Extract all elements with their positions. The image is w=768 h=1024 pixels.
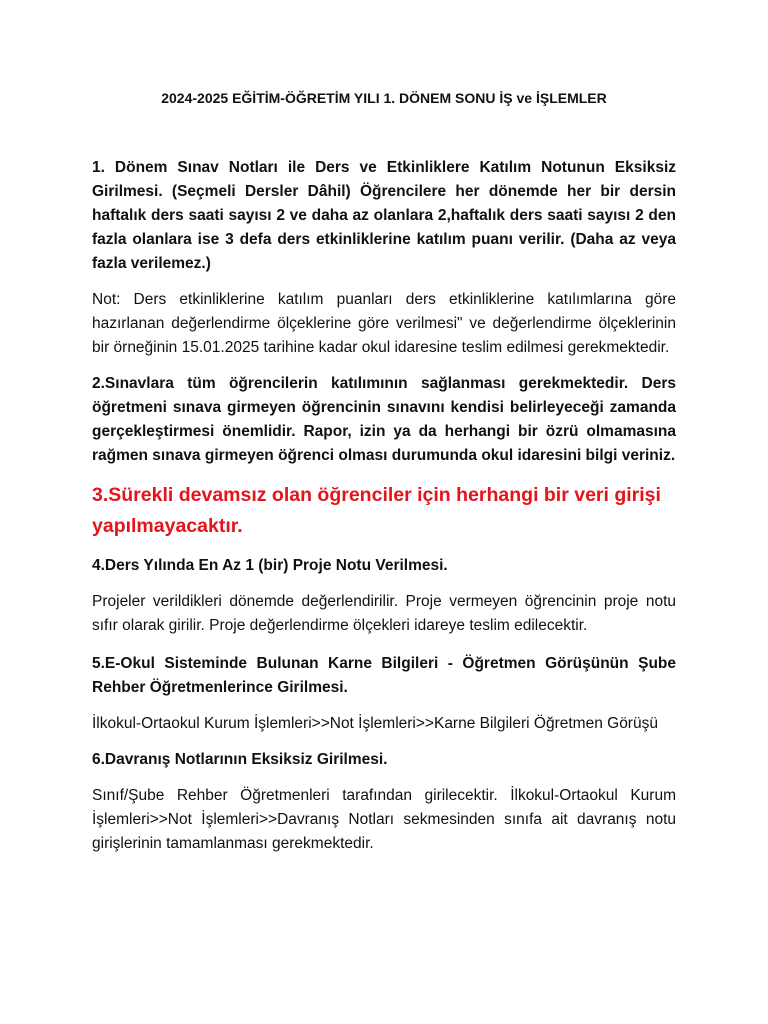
- item-6-heading: 6.Davranış Notlarının Eksiksiz Girilmesi.: [92, 751, 388, 768]
- item-1-paragraph: 1. Dönem Sınav Notları ile Ders ve Etkinliklere Katılım Notunun Eksiksiz Girilmesi. (Seçmeli Dersler Dâhil) Öğrencilere her dönemde her bir dersin haftalık ders saati sayısı 2 ve daha az olanlara 2,haftalık ders saati sayısı 2 den fazla olanlara ise 3 defa ders etkinliklerine katılım puanı verilir. (Daha az veya fazla verilemez.): [92, 159, 676, 272]
- item-6-text: Sınıf/Şube Rehber Öğretmenleri tarafından girilecektir. İlkokul-Ortaokul Kurum İşlemleri>>Not İşlemleri>>Davranış Notları sekmesinden sınıfa ait davranış notu girişlerinin tamamlanması gerekmektedir.: [92, 787, 676, 852]
- item-5-text: İlkokul-Ortaokul Kurum İşlemleri>>Not İşlemleri>>Karne Bilgileri Öğretmen Görüşü: [92, 715, 658, 732]
- item-2-paragraph: 2.Sınavlara tüm öğrencilerin katılımının sağlanması gerekmektedir. Ders öğretmeni sınava girmeyen öğrencinin sınavını kendisi belirleyeceği zamanda gerçekleştirmesi önemlidir. Rapor, izin ya da herhangi bir özrü olmamasına rağmen sınava girmeyen öğrenci olması durumunda okul idaresini bilgi veriniz.: [92, 375, 676, 464]
- item-4-heading: 4.Ders Yılında En Az 1 (bir) Proje Notu Verilmesi.: [92, 557, 448, 574]
- item-4-text: Projeler verildikleri dönemde değerlendirilir. Proje vermeyen öğrencinin proje notu sıfır olarak girilir. Proje değerlendirme ölçekleri idareye teslim edilecektir.: [92, 593, 676, 634]
- item-5-heading: 5.E-Okul Sisteminde Bulunan Karne Bilgileri - Öğretmen Görüşünün Şube Rehber Öğretmenlerince Girilmesi.: [92, 655, 676, 696]
- item-3-highlight: 3.Sürekli devamsız olan öğrenciler için herhangi bir veri girişi yapılmayacaktır.: [92, 484, 661, 537]
- document-title: 2024-2025 EĞİTİM-ÖĞRETİM YILI 1. DÖNEM SONU İŞ ve İŞLEMLER: [161, 90, 607, 106]
- note-paragraph: Not: Ders etkinliklerine katılım puanları ders etkinliklerine katılımlarına göre hazırlanan değerlendirme ölçeklerine göre verilmesi" ve değerlendirme ölçeklerinin bir örneğinin 15.01.2025 tarihine kadar okul idaresine teslim edilmesi gerekmektedir.: [92, 291, 676, 356]
